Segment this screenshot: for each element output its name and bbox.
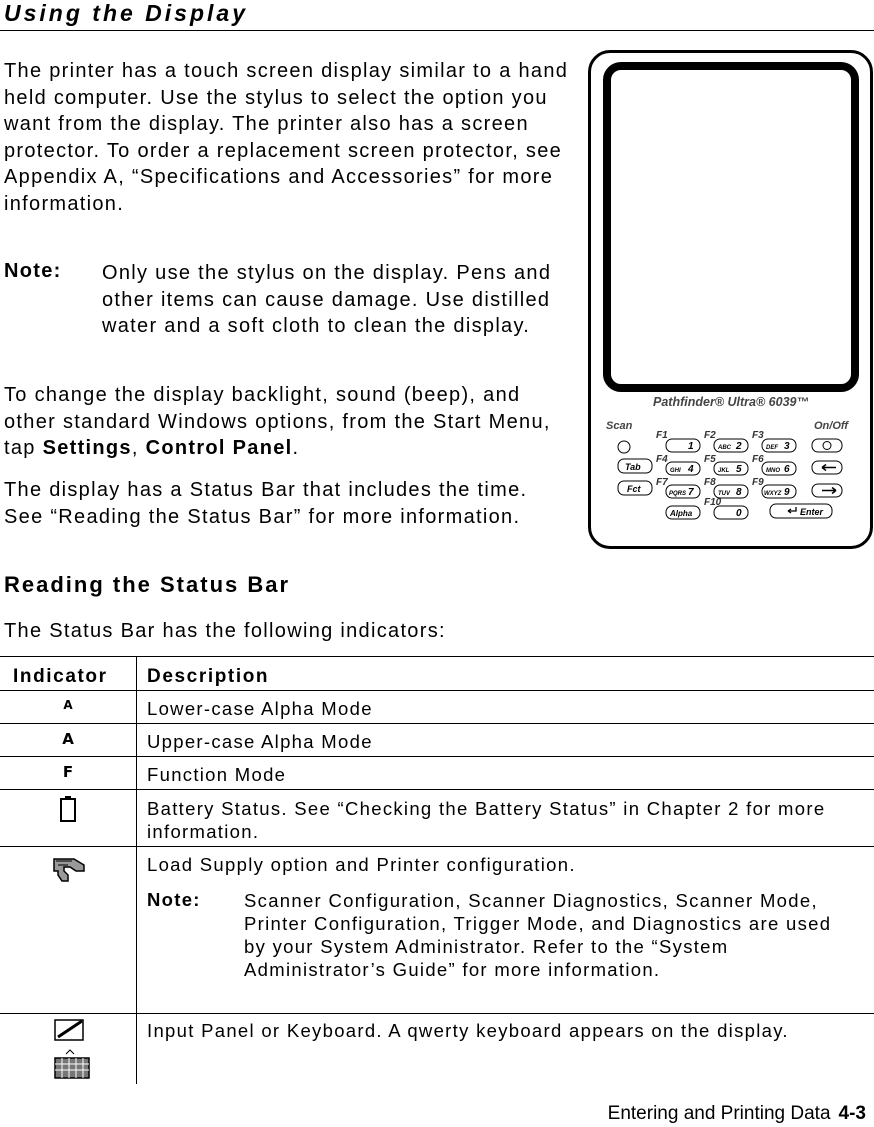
power-key xyxy=(812,439,842,452)
row-note-text: Scanner Configuration, Scanner Diagnostics, Scanner Mode, Printer Configuration, Trigger Mode, and Diagnostics are used by your System Administrator. Refer to the “System Administrator’s Guide” for more information. xyxy=(244,890,832,980)
key-9-digit: 9 xyxy=(784,487,790,498)
row-description: Load Supply option and Printer configuration. xyxy=(147,854,576,875)
key-6-digit: 6 xyxy=(784,464,790,475)
row-description: Battery Status. See “Checking the Battery Status” in Chapter 2 for more information. xyxy=(147,798,826,842)
key-4-letters: GHI xyxy=(670,468,681,474)
table-rule xyxy=(0,756,874,757)
lowercase-alpha-indicator: A xyxy=(63,698,73,712)
key-3-letters: DEF xyxy=(766,445,778,451)
f7-label: F7 xyxy=(656,477,668,488)
page-footer xyxy=(608,1103,866,1125)
f2-label: F2 xyxy=(704,430,716,441)
section-heading: Using the Display xyxy=(4,0,248,26)
row-description: Lower-case Alpha Mode xyxy=(147,698,373,719)
settings-term: Settings xyxy=(42,437,132,459)
table-rule xyxy=(0,846,874,847)
key-6-letters: MNO xyxy=(766,468,780,474)
key-0-digit: 0 xyxy=(736,508,742,519)
f9-label: F9 xyxy=(752,477,764,488)
note-text: Only use the stylus on the display. Pens and other items can cause damage. Use distilled water and a soft cloth to clean the display. xyxy=(102,262,552,337)
onoff-key-label: On/Off xyxy=(814,420,849,432)
key-4-digit: 4 xyxy=(688,464,694,475)
key-3-digit: 3 xyxy=(784,441,790,452)
intro-paragraph: The printer has a touch screen display similar to a hand held computer. Use the stylus to select the option you want from the display. The printer also has a screen protector. To order a replacement screen protector, see Appendix A, “Specifications and Accessories” for more information. xyxy=(4,60,569,215)
table-rule xyxy=(0,656,874,657)
enter-key-label: Enter xyxy=(800,507,824,517)
key-1 xyxy=(666,439,700,452)
control-panel-term: Control Panel xyxy=(145,437,293,459)
key-7-letters: PQRS xyxy=(669,491,687,497)
heading-rule xyxy=(0,30,874,31)
status-bar-intro: The Status Bar has the following indicators: xyxy=(4,620,446,642)
key-9-letters: WXYZ xyxy=(764,491,782,497)
note-label: Note: xyxy=(4,260,62,282)
key-1-digit: 1 xyxy=(688,441,694,452)
row-description: Input Panel or Keyboard. A qwerty keyboard appears on the display. xyxy=(147,1020,789,1041)
table-rule xyxy=(0,690,874,691)
page-number: 4-3 xyxy=(838,1103,866,1124)
load-supply-icon xyxy=(52,853,88,889)
key-7-digit: 7 xyxy=(688,487,694,498)
input-panel-keyboard-icon xyxy=(52,1018,92,1082)
key-5-digit: 5 xyxy=(736,464,742,475)
f5-label: F5 xyxy=(704,454,716,465)
function-mode-indicator: F xyxy=(62,763,74,781)
alpha-key-label: Alpha xyxy=(670,509,693,518)
control-panel-paragraph xyxy=(4,382,574,462)
status-bar-paragraph: The display has a Status Bar that includes the time. See “Reading the Status Bar” for more information. xyxy=(4,479,528,528)
row-description: Function Mode xyxy=(147,764,287,785)
table-column-divider xyxy=(136,656,137,1084)
right-arrow-icon xyxy=(822,488,836,494)
row-note-label: Note: xyxy=(147,889,201,910)
left-arrow-icon xyxy=(822,465,836,471)
p2-comma: , xyxy=(131,437,146,459)
indicator-column-header: Indicator xyxy=(13,666,108,687)
key-8-letters: TUV xyxy=(718,491,730,497)
f4-label: F4 xyxy=(656,454,668,465)
fct-key-label: Fct xyxy=(627,484,641,494)
key-2-digit: 2 xyxy=(736,441,742,452)
power-icon xyxy=(823,442,831,450)
f1-label: F1 xyxy=(656,430,668,441)
row-description: Upper-case Alpha Mode xyxy=(147,731,373,752)
printer-model-label: Pathfinder® Ultra® 6039™ xyxy=(653,395,809,409)
printer-keypad xyxy=(600,415,862,525)
key-5-letters: JKL xyxy=(718,468,730,474)
table-rule xyxy=(0,723,874,724)
p2-text: To change the display backlight, sound (beep), and other standard Windows options, from the Start Menu, tap xyxy=(4,384,551,459)
f6-label: F6 xyxy=(752,454,764,465)
description-column-header: Description xyxy=(147,666,270,687)
f3-label: F3 xyxy=(752,430,764,441)
enter-icon xyxy=(788,507,796,513)
tab-key-label: Tab xyxy=(625,462,641,472)
f10-label: F10 xyxy=(704,497,722,508)
p2-end: . xyxy=(292,437,300,459)
f8-label: F8 xyxy=(704,477,716,488)
scan-indicator xyxy=(618,441,630,453)
scan-key-label: Scan xyxy=(606,420,633,432)
status-bar-heading: Reading the Status Bar xyxy=(4,572,291,597)
footer-section: Entering and Printing Data xyxy=(607,1103,831,1124)
table-rule xyxy=(0,789,874,790)
printer-screen xyxy=(603,62,859,392)
key-8-digit: 8 xyxy=(736,487,742,498)
table-rule xyxy=(0,1013,874,1014)
key-2-letters: ABC xyxy=(718,445,731,451)
uppercase-alpha-indicator: A xyxy=(62,730,74,748)
battery-icon xyxy=(60,796,76,822)
